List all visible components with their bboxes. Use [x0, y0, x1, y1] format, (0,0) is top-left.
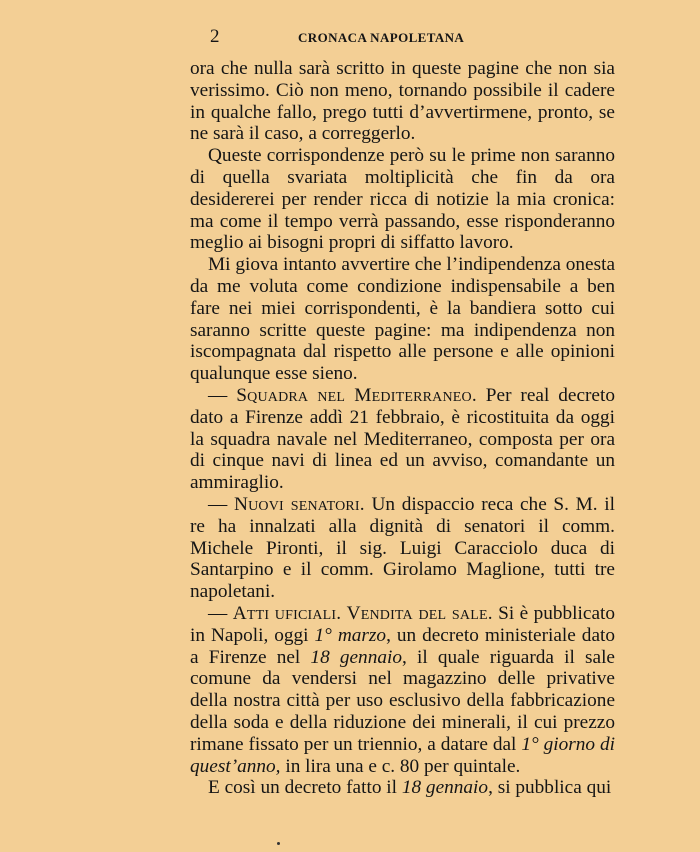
paragraph-atti-text-a: Si è pubblicato in Napoli, oggi [190, 602, 616, 646]
italic-date-2: 18 gennaio [310, 646, 402, 668]
paragraph-1: ora che nulla sarà scritto in queste pagine che non sia verissimo. Ciò non meno, tornando possibile il cadere in qualche fallo, prego tutti d’avvertirmene, pronto, se ne sarà il caso, a correggerlo. [190, 58, 615, 145]
paragraph-2: Queste corrispondenze però su le prime non saranno di quella svariata moltiplicità che fin da ora desidererei per render ricca di notizie la mia cronica: ma come il tempo verrà passando, esse risponderanno meglio ai bisogni propri di siffatto lavoro. [190, 145, 615, 254]
paragraph-final [190, 777, 615, 799]
paragraph-squadra: — Squadra nel Mediterraneo. Per real decreto dato a Firenze addì 21 febbraio, è ricostituita da oggi la squadra navale nel Mediterraneo, composta per ora di cinque navi di linea ed un avviso, comandante un ammiraglio. [190, 384, 615, 494]
italic-date-1: 1° marzo [314, 624, 387, 646]
paragraph-senatori-body: Un dispaccio reca che S. M. il re ha innalzati alla dignità di senatori il comm. Michele Pironti, il sig. Luigi Caracciolo duca di Santarpino e il comm. Girolamo Maglione, tutti tre napoletani. [190, 493, 616, 603]
paragraph-senatori: — Nuovi senatori. Un dispaccio reca che S. M. il re ha innalzati alla dignità di senatori il comm. Michele Pironti, il sig. Luigi Caracciolo duca di Santarpino e il comm. Girolamo Maglione, tutti tre napoletani. [190, 493, 616, 603]
section-heading-atti: Atti uficiali. Vendita del sale. [232, 602, 493, 624]
italic-date-3: 1° giorno di quest’anno, [190, 733, 616, 777]
paragraph-atti-text-b: , un decreto ministeriale dato a Firenze nel [190, 624, 616, 668]
body-text [190, 58, 615, 799]
section-heading-senatori: Nuovi senatori. [233, 493, 365, 515]
running-title: CRONACA NAPOLETANA [298, 30, 465, 45]
section-heading-squadra: Squadra nel Mediterraneo. [236, 384, 477, 406]
page-number: 2 [210, 26, 220, 47]
page-header [190, 26, 615, 50]
paragraph-3: Mi giova intanto avvertire che l’indipendenza onesta da me voluta come condizione indispensabile a ben fare nei miei corrispondenti, è la bandiera sotto cui saranno scritte queste pagine: ma indipendenza non iscompagnata dal rispetto alle persone e alle opinioni qualunque esse sieno. [190, 254, 615, 385]
ink-speck [277, 842, 280, 845]
paragraph-final-text-b: , si pubblica qui [488, 777, 612, 799]
paragraph-squadra-body: Per real decreto dato a Firenze addì 21 febbraio, è ricostituita da oggi la squadra navale nel Mediterraneo, composta per ora di cinque navi di linea ed un avviso, comandante un ammiraglio. [190, 384, 615, 494]
paragraph-atti: — Atti uficiali. Vendita del sale. Si è pubblicato in Napoli, oggi 1° marzo, un decreto ministeriale dato a Firenze nel 18 gennaio, il quale riguarda il sale comune da vendersi nel magazzino delle privative della nostra città per uso esclusivo della fabbricazione della soda e della riduzione dei minerali, il cui prezzo rimane fissato per un triennio, a datare dal 1° giorno di quest’anno, in lira una e c. 80 per quintale. [190, 602, 616, 777]
paragraph-atti-text-d: in lira una e c. 80 per quintale. [285, 755, 521, 777]
paragraph-final-text-a: E così un decreto fatto il [208, 777, 397, 799]
paragraph-atti-text-c: , il quale riguarda il sale comune da vendersi nel magazzino delle privative della nostra città per uso esclusivo della fabbricazione della soda e della riduzione dei minerali, il cui prezzo rimane fissato per un triennio, a datare dal [190, 646, 615, 755]
italic-date-4: 18 gennaio [401, 777, 489, 799]
